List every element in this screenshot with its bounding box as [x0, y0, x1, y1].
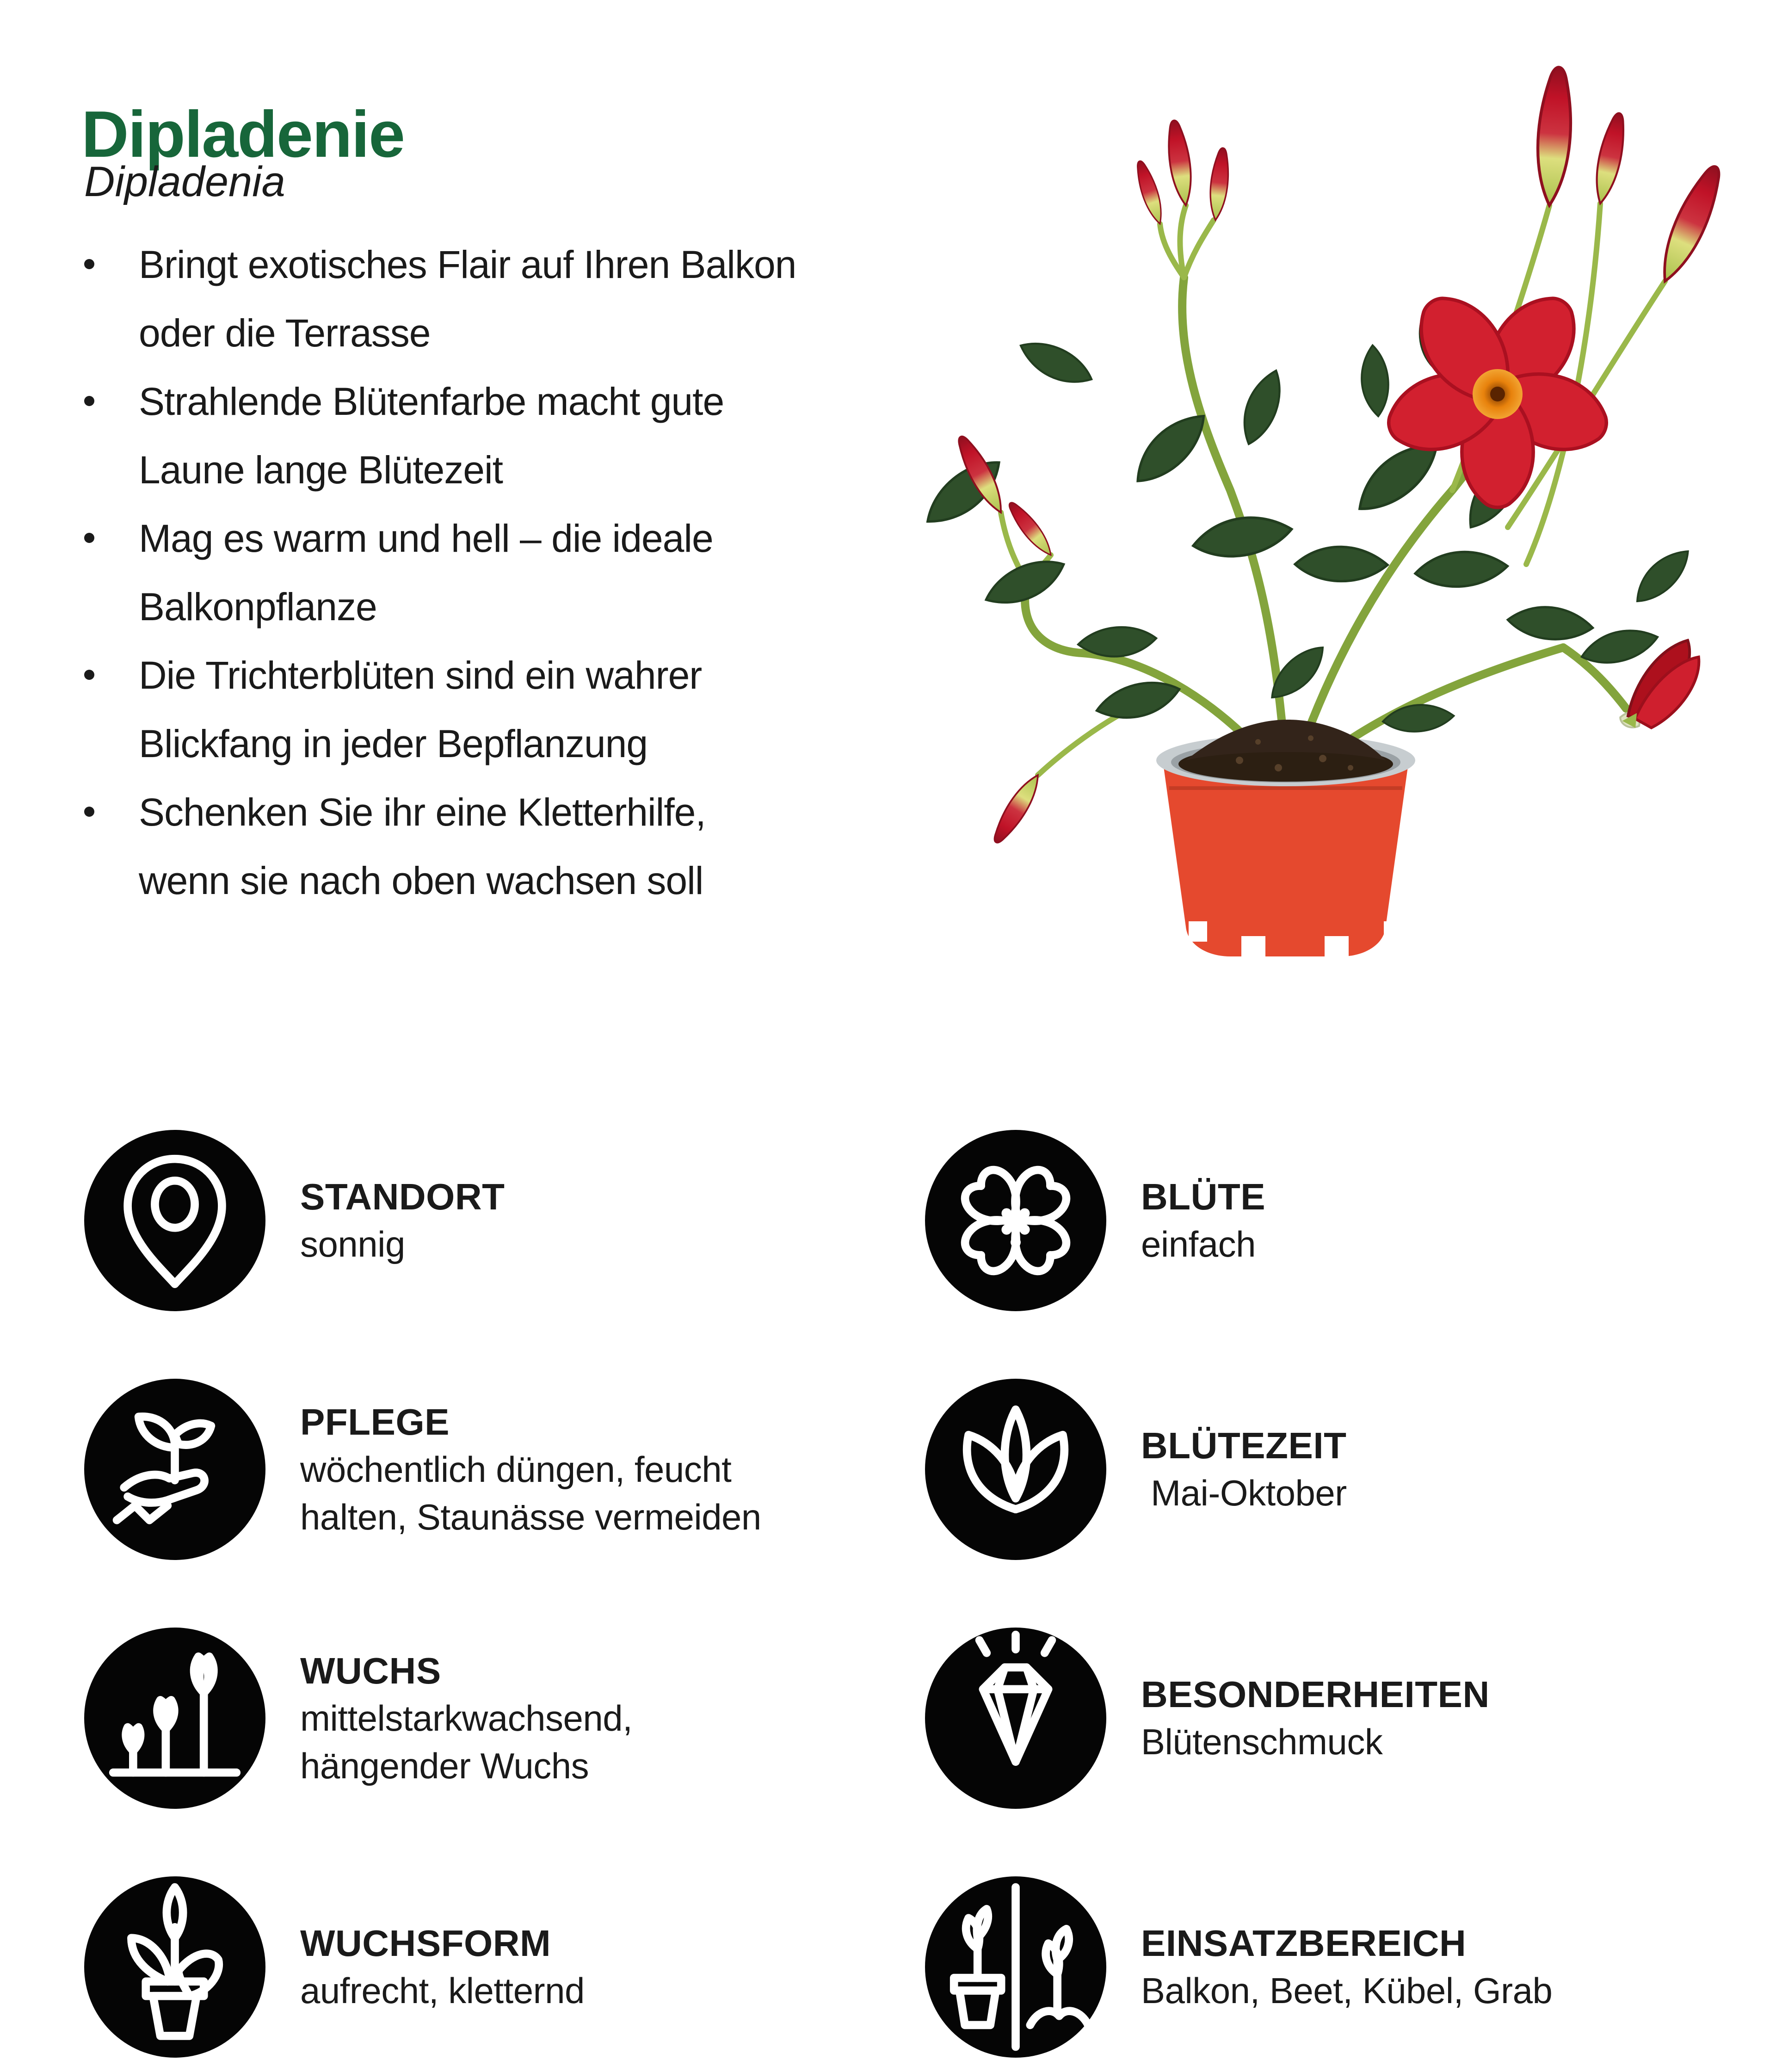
feature-value: einfach [1141, 1224, 1256, 1264]
list-item [84, 504, 796, 641]
feature-label: WUCHSFORM [300, 1923, 551, 1964]
feature-value: aufrecht, kletternd [300, 1970, 585, 2011]
bullet-line: Balkonpflanze [139, 585, 377, 629]
bullet-dot-icon [84, 396, 94, 406]
feature-wuchs [84, 1628, 632, 1809]
bullet-text [139, 367, 724, 504]
bullet-line: Strahlende Blütenfarbe macht gute [139, 380, 724, 423]
list-item [84, 778, 796, 915]
feature-einsatzbereich [925, 1876, 1552, 2058]
bullet-dot-icon [84, 807, 94, 817]
feature-besonderheiten [925, 1628, 1490, 1809]
bullet-line: Mag es warm und hell – die ideale [139, 517, 713, 560]
feature-wuchsform [84, 1876, 585, 2058]
hand-plant-icon [84, 1379, 265, 1560]
feature-pflege [84, 1379, 761, 1560]
bullet-text [139, 230, 796, 367]
feature-label: BLÜTEZEIT [1141, 1425, 1347, 1466]
bullet-text [139, 641, 702, 778]
feature-label: EINSATZBEREICH [1141, 1923, 1467, 1964]
diamond-icon [925, 1628, 1106, 1809]
bullet-line: Laune lange Blütezeit [139, 448, 503, 492]
bullet-text [139, 504, 713, 641]
feature-label: PFLEGE [300, 1401, 450, 1443]
potted-plant-icon [84, 1876, 265, 2058]
page-title: Dipladenie [81, 98, 405, 172]
feature-value: sonnig [300, 1224, 405, 1264]
feature-value: halten, Staunässe vermeiden [300, 1496, 761, 1537]
bullet-text [139, 778, 706, 915]
tulip-icon [925, 1379, 1106, 1560]
location-pin-icon [84, 1130, 265, 1311]
bullet-line: Die Trichterblüten sind ein wahrer [139, 654, 702, 697]
feature-label: STANDORT [300, 1176, 505, 1217]
list-item [84, 367, 796, 504]
feature-value: wöchentlich düngen, feucht [300, 1449, 732, 1490]
feature-value: Balkon, Beet, Kübel, Grab [1141, 1970, 1553, 2011]
bullet-list [84, 230, 796, 915]
bullet-dot-icon [84, 259, 94, 269]
plant-photo [860, 46, 1748, 971]
feature-value: Blütenschmuck [1141, 1721, 1383, 1762]
list-item [84, 230, 796, 367]
dipladenia-illustration [860, 46, 1748, 971]
bullet-line: Schenken Sie ihr eine Kletterhilfe, [139, 790, 706, 834]
bullet-line: Bringt exotisches Flair auf Ihren Balkon [139, 243, 796, 286]
feature-label: BLÜTE [1141, 1176, 1266, 1217]
plant-pot [1156, 720, 1415, 958]
growing-plants-icon [84, 1628, 265, 1809]
blossom-icon [925, 1130, 1106, 1311]
feature-label: BESONDERHEITEN [1141, 1674, 1490, 1715]
feature-value: mittelstarkwachsend, [300, 1697, 633, 1739]
feature-label: WUCHS [300, 1650, 441, 1691]
feature-value: hängender Wuchs [300, 1745, 589, 1786]
feature-bluete [925, 1130, 1265, 1311]
pot-and-bed-icon [925, 1876, 1106, 2058]
feature-standort [84, 1130, 505, 1311]
feature-bluetezeit [925, 1379, 1347, 1560]
bullet-dot-icon [84, 533, 94, 543]
bullet-line: wenn sie nach oben wachsen soll [139, 859, 703, 902]
botanical-name: Dipladenia [84, 158, 285, 205]
bullet-line: oder die Terrasse [139, 311, 431, 355]
bullet-line: Blickfang in jeder Bepflanzung [139, 722, 648, 765]
list-item [84, 641, 796, 778]
feature-value: Mai-Oktober [1141, 1473, 1347, 1513]
bullet-dot-icon [84, 670, 94, 680]
